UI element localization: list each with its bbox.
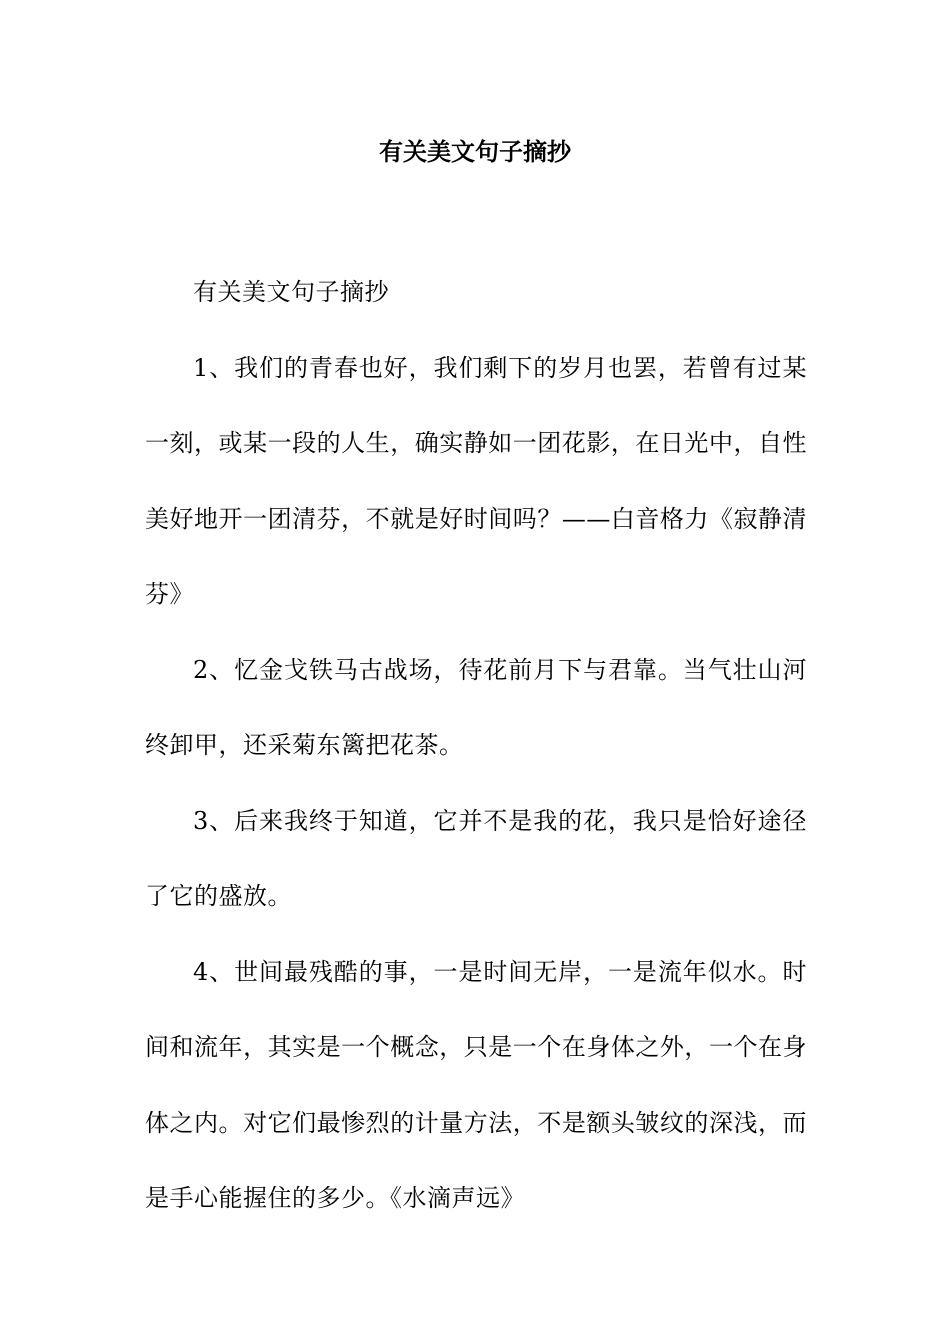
paragraph-2: 2、忆金戈铁马古战场，待花前月下与君靠。当气壮山河终卸甲，还采菊东篱把花茶。 <box>145 655 807 759</box>
document-title: 有关美文句子摘抄 <box>379 137 571 166</box>
document-body <box>145 255 807 1237</box>
paragraph-1: 1、我们的青春也好，我们剩下的岁月也罢，若曾有过某一刻，或某一段的人生，确实静如一团花影，在日光中，自性美好地开一团清芬，不就是好时间吗？——白音格力《寂静清芬》 <box>145 353 807 608</box>
paragraph-4: 4、世间最残酷的事，一是时间无岸，一是流年似水。时间和流年，其实是一个概念，只是一个在身体之外，一个在身体之内。对它们最惨烈的计量方法，不是额头皱纹的深浅，而是手心能握住的多少。《水滴声远》 <box>145 957 807 1212</box>
paragraph-3: 3、后来我终于知道，它并不是我的花，我只是恰好途径了它的盛放。 <box>145 806 807 910</box>
paragraph-subtitle: 有关美文句子摘抄 <box>193 278 389 306</box>
